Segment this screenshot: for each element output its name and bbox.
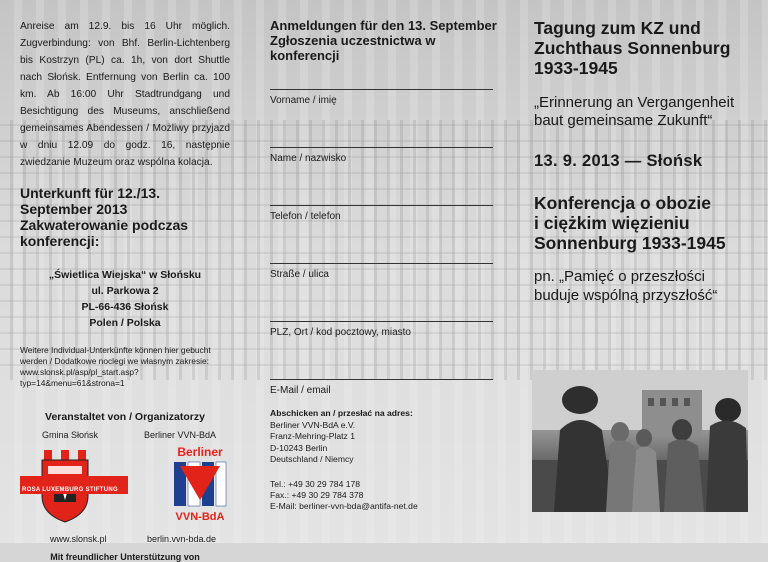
organizer-1: Gmina Słońsk <box>42 430 99 440</box>
more-accommodation: Weitere Individual-Unterkünfte können hier gebucht werden / Dodatkowe noclegi we własnym zakresie: www.slonsk.pl/asp/pl_start.asp?typ=14&menu=61&strona=1 <box>20 345 211 388</box>
organizer-2: Berliner VVN-BdA <box>143 430 216 440</box>
fax-number: Fax.: +49 30 29 784 378 <box>270 490 364 500</box>
accommodation-address: „Świetlica Wiejska“ w Słońsku ul. Parkowa 2 PL-66-436 Słońsk Polen / Polska <box>48 269 202 329</box>
title-polish: Konferencja o obozie i ciężkim więzieniu Sonnenburg 1933-1945 <box>534 193 726 253</box>
vvn-bda-logo-icon <box>172 444 228 526</box>
vvn-logo-top-text: Berliner <box>177 445 223 459</box>
motto-polish: pn. „Pamięć o przeszłości buduje wspólną przyszłość“ <box>534 268 718 304</box>
accommodation-heading: Unterkunft für 12./13. September 2013 Zakwaterowanie podczas konferencji: <box>20 185 189 249</box>
url-slonsk[interactable]: www.slonsk.pl <box>50 534 107 544</box>
send-address: Abschicken an / przesłać na adres: Berliner VVN-BdA e.V. Franz-Mehring-Platz 1 D-10243 Berlin Deutschland / Niemcy <box>270 408 413 464</box>
postal-city-field[interactable]: PLZ, Ort / kod pocztowy, miasto <box>270 321 501 379</box>
event-date: 13. 9. 2013 — Słońsk <box>534 152 703 170</box>
email-field[interactable]: E-Mail / email <box>270 379 501 437</box>
first-name-field[interactable]: Vorname / imię <box>270 89 501 147</box>
soldiers-photo-icon <box>532 370 748 512</box>
contact-email: E-Mail: berliner-vvn-bda@antifa-net.de <box>270 501 418 511</box>
registration-form <box>258 0 513 543</box>
organizer-title: Veranstaltet von / Organizatorzy <box>45 411 205 423</box>
phone-number: Tel.: +49 30 29 784 178 <box>270 479 361 489</box>
url-vvn-bda[interactable]: berlin.vvn-bda.de <box>146 534 216 544</box>
street-field[interactable]: Straße / ulica <box>270 263 501 321</box>
sponsor-name: ROSA LUXEMBURG STIFTUNG <box>22 487 119 493</box>
title-german: Tagung zum KZ und Zuchthaus Sonnenburg 1933-1945 <box>534 18 731 78</box>
travel-info: Anreise am 12.9. bis 16 Uhr möglich. Zugverbindung: von Bhf. Berlin-Lichtenberg bis Kostrzyn (PL) ca. 1h, von dort Shuttle nach Słońsk. Entfernung von Berlin ca. 100 km. Ab 16:00 Uhr Stadtrundgang und Besichtigung des Museums, anschließend gemeinsames Abendessen / Możliwy przyjazd w dniu 12.09 do godz. 16, następnie zwiedzanie Muzeum oraz wspólna kolacja. <box>20 21 230 168</box>
vvn-logo-bottom-text: VVN-BdA <box>175 511 225 523</box>
left-panel <box>0 0 252 562</box>
rosa-luxemburg-logo <box>20 476 128 494</box>
support-text: Mit freundlicher Unterstützung von <box>50 552 200 562</box>
organizer-names <box>20 430 230 440</box>
historical-photo <box>532 370 748 512</box>
motto-german: „Erinnerung an Vergangenheit baut gemeinsame Zukunft“ <box>534 94 735 129</box>
contact-info <box>270 479 418 512</box>
phone-field[interactable]: Telefon / telefon <box>270 205 501 263</box>
last-name-field[interactable]: Name / nazwisko <box>270 147 501 205</box>
form-heading: Anmeldungen für den 13. September Zgłoszenia uczestnictwa w konferencji <box>270 18 497 63</box>
form-fields <box>270 89 501 437</box>
